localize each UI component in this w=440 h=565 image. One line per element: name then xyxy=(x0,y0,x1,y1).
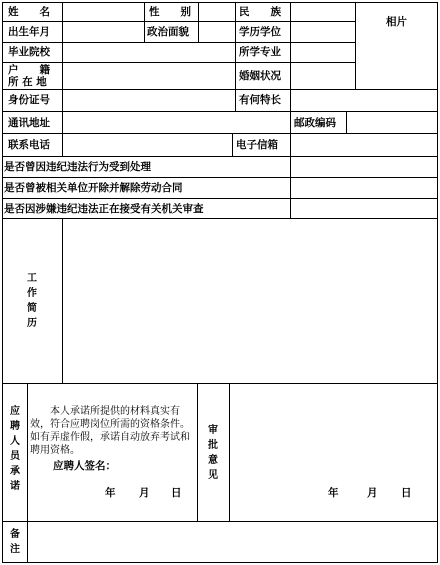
applicant-month: 月 xyxy=(139,487,150,499)
marital-field[interactable] xyxy=(291,63,355,89)
birth-field[interactable] xyxy=(63,22,144,42)
ethnicity-field[interactable] xyxy=(291,3,355,21)
grid-line xyxy=(437,2,438,563)
school-label: 毕业院校 xyxy=(8,46,50,58)
resume-field[interactable] xyxy=(63,219,437,383)
name-field[interactable] xyxy=(63,3,144,21)
specialty-label: 有何特长 xyxy=(239,94,281,106)
grid-line xyxy=(2,2,3,563)
grid-line xyxy=(232,133,233,156)
education-field[interactable] xyxy=(291,22,355,42)
specialty-field[interactable] xyxy=(291,90,437,111)
approval-field[interactable] xyxy=(230,384,437,484)
birth-label: 出生年月 xyxy=(8,26,50,38)
remarks-label: 备注 xyxy=(10,529,20,555)
photo-label: 相片 xyxy=(386,16,407,28)
address-field[interactable] xyxy=(63,112,290,133)
answer-dismissal[interactable] xyxy=(291,178,437,198)
applicant-day: 日 xyxy=(171,487,182,499)
hukou-field[interactable] xyxy=(63,63,235,89)
question-discipline: 是否曾因违纪违法行为受到处理 xyxy=(4,161,151,173)
email-field[interactable] xyxy=(291,134,437,156)
marital-label: 婚姻状况 xyxy=(239,70,281,82)
grid-line xyxy=(2,562,438,563)
approval-year: 年 xyxy=(328,487,339,499)
grid-line xyxy=(197,383,198,521)
answer-investigation[interactable] xyxy=(291,199,437,218)
applicant-signature-field[interactable] xyxy=(120,457,196,473)
school-field[interactable] xyxy=(63,43,235,62)
applicant-pledge-label: 应聘人员承诺 xyxy=(10,406,20,492)
grid-line xyxy=(144,2,145,43)
grid-line xyxy=(290,111,291,134)
approval-label: 审批意见 xyxy=(208,425,218,481)
pledge-text: 本人承诺所提供的材料真实有效，符合应聘岗位所需的资格条件。如有弄虚作假，承诺自动放弃考试和聘用资格。 xyxy=(30,406,190,456)
political-label: 政治面貌 xyxy=(147,26,189,38)
resume-label: 工作简历 xyxy=(27,273,37,329)
question-dismissal: 是否曾被相关单位开除并解除劳动合同 xyxy=(4,182,183,194)
ethnicity-label: 民 族 xyxy=(239,6,281,18)
answer-discipline[interactable] xyxy=(291,157,437,177)
applicant-signature-label: 应聘人签名： xyxy=(53,460,116,472)
hukou-label-line2: 所 在 地 xyxy=(8,76,47,88)
major-field[interactable] xyxy=(291,43,355,62)
email-label: 电子信箱 xyxy=(236,139,278,151)
name-label: 姓 名 xyxy=(8,6,50,18)
question-investigation: 是否因涉嫌违纪违法正在接受有关机关审查 xyxy=(4,203,204,215)
id-number-field[interactable] xyxy=(63,90,235,111)
grid-line xyxy=(235,2,236,111)
major-label: 所学专业 xyxy=(239,46,281,58)
gender-label: 性 别 xyxy=(149,6,191,18)
applicant-year: 年 xyxy=(105,487,116,499)
approval-month: 月 xyxy=(367,487,378,499)
hukou-label-line1: 户 籍 xyxy=(8,64,50,76)
remarks-field[interactable] xyxy=(28,522,437,562)
gender-field[interactable] xyxy=(199,3,235,21)
phone-field[interactable] xyxy=(63,134,232,156)
id-number-label: 身份证号 xyxy=(8,94,50,106)
photo-box[interactable] xyxy=(356,3,437,89)
approval-day: 日 xyxy=(401,487,412,499)
political-field[interactable] xyxy=(199,22,235,42)
postcode-label: 邮政编码 xyxy=(294,117,336,129)
postcode-field[interactable] xyxy=(347,112,437,133)
address-label: 通讯地址 xyxy=(8,117,50,129)
education-label: 学历学位 xyxy=(239,26,281,38)
phone-label: 联系电话 xyxy=(8,139,50,151)
